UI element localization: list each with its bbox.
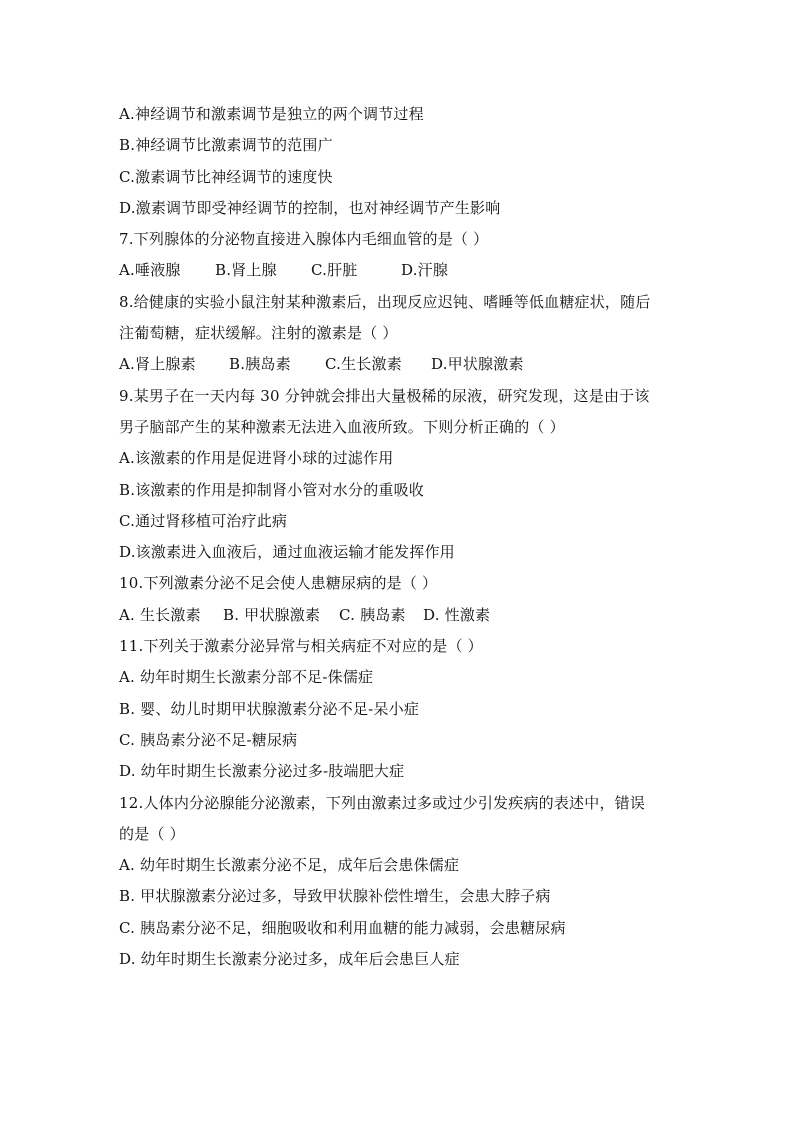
option-a: A. 生长激素 (119, 605, 201, 624)
option-line: C.激素调节比神经调节的速度快 (119, 167, 333, 186)
option-line: D.激素调节即受神经调节的控制，也对神经调节产生影响 (119, 198, 501, 217)
question-10-stem: 10.下列激素分泌不足会使人患糖尿病的是（ ） (119, 574, 438, 593)
question-9-stem: 9.某男子在一天内每 30 分钟就会排出大量极稀的尿液，研究发现，这是由于该 (119, 386, 650, 405)
option-b: B.胰岛素 (229, 355, 291, 374)
option-d: D.该激素进入血液后，通过血液运输才能发挥作用 (119, 543, 455, 562)
option-c: C.肝脏 (311, 261, 358, 280)
question-10-options (119, 600, 679, 631)
question-8-stem: 8.给健康的实验小鼠注射某种激素后，出现反应迟钝、嗜睡等低血糖症状，随后 (119, 292, 651, 311)
option-d: D.汗腺 (401, 261, 449, 280)
option-b: B.肾上腺 (215, 261, 277, 280)
option-a: A.唾液腺 (119, 261, 181, 280)
question-text (119, 99, 679, 975)
option-line: B.神经调节比激素调节的范围广 (119, 136, 333, 155)
option-c: C. 胰岛素 (339, 605, 406, 624)
option-line: A.神经调节和激素调节是独立的两个调节过程 (119, 105, 424, 123)
question-12-stem: 12.人体内分泌腺能分泌激素，下列由激素过多或过少引发疾病的表述中，错误 (119, 793, 646, 812)
option-c: C.生长激素 (325, 355, 402, 374)
question-11-stem: 11.下列关于激素分泌异常与相关病症不对应的是（ ） (119, 637, 483, 656)
option-a: A.肾上腺素 (119, 355, 196, 374)
option-d: D.甲状腺激素 (431, 355, 524, 374)
option-c: C.通过肾移植可治疗此病 (119, 511, 288, 530)
question-7-options (119, 255, 679, 286)
option-a: A. 幼年时期生长激素分泌不足，成年后会患侏儒症 (119, 856, 460, 875)
option-c: C. 胰岛素分泌不足，细胞吸收和利用血糖的能力减弱，会患糖尿病 (119, 918, 566, 937)
option-b: B. 甲状腺激素分泌过多，导致甲状腺补偿性增生，会患大脖子病 (119, 887, 551, 906)
option-a: A.该激素的作用是促进肾小球的过滤作用 (119, 449, 394, 468)
option-b: B. 甲状腺激素 (223, 605, 321, 624)
question-7-stem: 7.下列腺体的分泌物直接进入腺体内毛细血管的是（ ） (119, 230, 489, 249)
option-d: D. 幼年时期生长激素分泌过多，成年后会患巨人症 (119, 950, 460, 969)
question-8-options (119, 349, 679, 380)
question-9-stem-cont: 男子脑部产生的某种激素无法进入血液所致。下则分析正确的（ ） (119, 417, 565, 436)
option-c: C. 胰岛素分泌不足-糖尿病 (119, 730, 298, 749)
option-a: A. 幼年时期生长激素分部不足-侏儒症 (119, 668, 374, 687)
option-d: D. 性激素 (423, 605, 491, 624)
question-12-stem-cont: 的是（ ） (119, 824, 185, 843)
option-b: B.该激素的作用是抑制肾小管对水分的重吸收 (119, 480, 424, 499)
option-b: B. 婴、幼儿时期甲状腺激素分泌不足-呆小症 (119, 699, 420, 718)
option-d: D. 幼年时期生长激素分泌过多-肢端肥大症 (119, 762, 405, 781)
question-8-stem-cont: 注葡萄糖，症状缓解。注射的激素是（ ） (119, 324, 398, 343)
